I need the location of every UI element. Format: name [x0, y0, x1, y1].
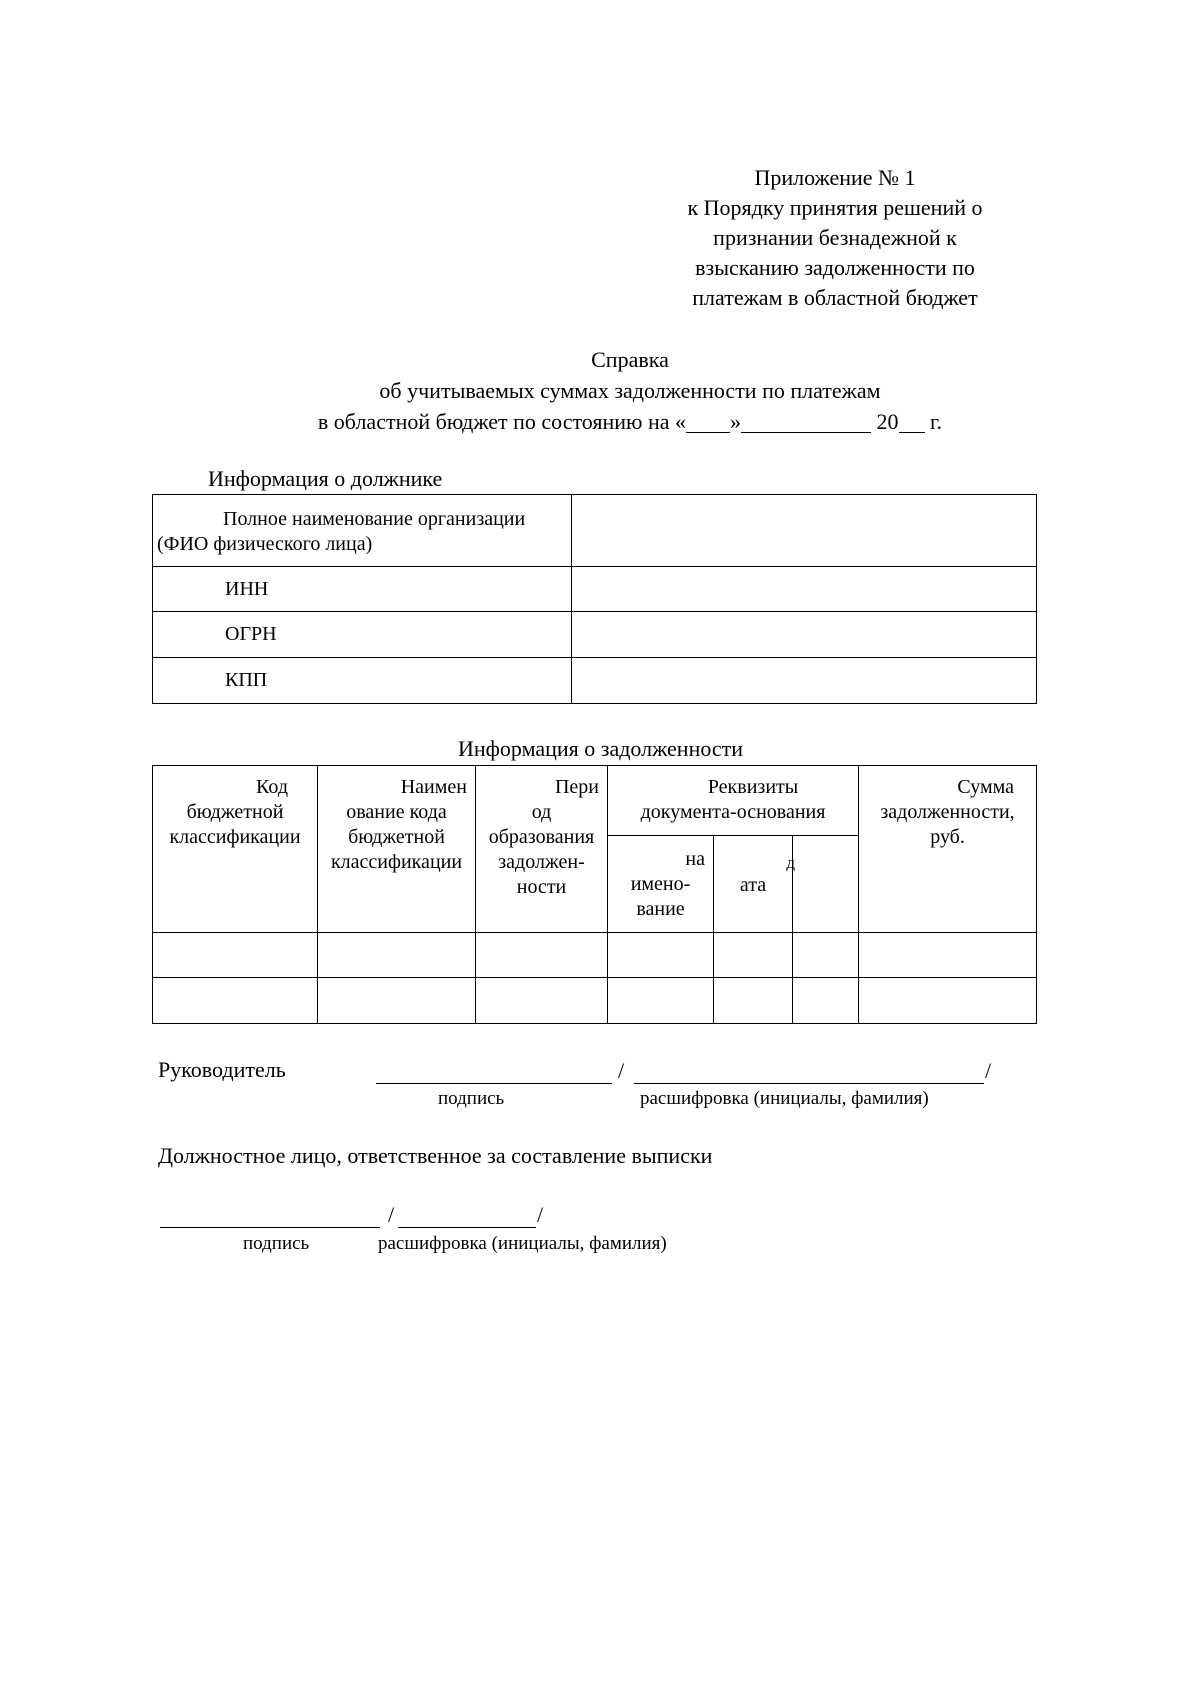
- header-text: на: [685, 848, 705, 870]
- header-text: Наимен: [400, 776, 467, 798]
- header-amount: [859, 766, 1037, 933]
- header-text: од: [531, 801, 552, 823]
- debt-cell[interactable]: [608, 978, 714, 1024]
- slash-separator: /: [537, 1202, 544, 1227]
- slash-separator: /: [985, 1058, 992, 1083]
- debt-cell[interactable]: [608, 933, 714, 978]
- head-label: Руководитель: [158, 1057, 286, 1082]
- header-text: классификации: [169, 826, 301, 848]
- table-row: [153, 495, 1037, 567]
- month-blank[interactable]: [741, 410, 871, 433]
- title-date-year: 20: [871, 409, 899, 434]
- debt-cell[interactable]: [476, 933, 608, 978]
- debt-cell[interactable]: [153, 933, 318, 978]
- header-text: Пери: [554, 776, 599, 798]
- header-period: [476, 766, 608, 933]
- debt-cell[interactable]: [859, 933, 1037, 978]
- table-row: [153, 658, 1037, 704]
- debtor-label: Полное наименование организации: [223, 508, 526, 530]
- debtor-table: [152, 494, 1037, 704]
- table-row: [153, 567, 1037, 612]
- official-decode-caption: расшифровка (инициалы, фамилия): [378, 1233, 667, 1254]
- head-decode-caption: расшифровка (инициалы, фамилия): [640, 1088, 929, 1109]
- appendix-line: взысканию задолженности по: [695, 255, 975, 280]
- head-decode-line[interactable]: [634, 1083, 984, 1084]
- header-doc-date: [714, 836, 793, 933]
- header-text: имено-: [630, 873, 691, 895]
- debt-table: [152, 765, 1037, 1024]
- table-row: [153, 978, 1037, 1024]
- debtor-value-cell[interactable]: [572, 612, 1037, 658]
- header-text: классификации: [330, 851, 463, 873]
- header-text: вание: [636, 898, 685, 920]
- table-header-row: [153, 766, 1037, 836]
- header-text: Код: [256, 776, 288, 798]
- appendix-header: [640, 163, 1030, 313]
- header-kbk: [153, 766, 318, 933]
- title-date-prefix: в областной бюджет по состоянию на «: [317, 409, 687, 434]
- title-line: об учитываемых суммах задолженности по платежам: [379, 378, 881, 403]
- debt-cell[interactable]: [793, 978, 859, 1024]
- year-blank[interactable]: [899, 410, 925, 433]
- header-text: руб.: [930, 826, 965, 848]
- official-decode-line[interactable]: [398, 1227, 536, 1228]
- official-label: Должностное лицо, ответственное за составление выписки: [158, 1143, 713, 1168]
- header-text: задолжен-: [498, 851, 585, 873]
- appendix-line: к Порядку принятия решений о: [687, 195, 983, 220]
- debtor-value-cell[interactable]: [572, 567, 1037, 612]
- debt-cell[interactable]: [318, 978, 476, 1024]
- official-signature-caption: подпись: [243, 1233, 310, 1254]
- day-blank[interactable]: [686, 410, 730, 433]
- debtor-label: (ФИО физического лица): [157, 533, 373, 555]
- header-text: д: [786, 853, 795, 872]
- title-line: Справка: [591, 347, 669, 372]
- debt-cell[interactable]: [714, 933, 793, 978]
- header-text: задолженности,: [880, 801, 1015, 823]
- header-text: документа-основания: [640, 801, 826, 823]
- debtor-label-cell: [153, 658, 572, 704]
- header-text: Сумма: [957, 776, 1015, 798]
- document-title: [200, 344, 1060, 437]
- debt-cell[interactable]: [859, 978, 1037, 1024]
- header-doc: [608, 766, 859, 836]
- header-text: ности: [516, 876, 567, 898]
- debt-cell[interactable]: [714, 978, 793, 1024]
- table-row: [153, 612, 1037, 658]
- debtor-label-cell: [153, 612, 572, 658]
- head-signature-line[interactable]: [376, 1083, 612, 1084]
- appendix-line: Приложение № 1: [754, 165, 916, 190]
- header-text: Реквизиты: [707, 776, 799, 798]
- table-row: [153, 933, 1037, 978]
- header-text: ата: [739, 874, 767, 896]
- debt-cell[interactable]: [318, 933, 476, 978]
- header-kbk-name: [318, 766, 476, 933]
- slash-separator: /: [388, 1202, 395, 1227]
- debtor-label: ОГРН: [225, 623, 277, 645]
- debtor-value-cell[interactable]: [572, 495, 1037, 567]
- debtor-label: ИНН: [225, 577, 269, 600]
- debtor-value-cell[interactable]: [572, 658, 1037, 704]
- debtor-label-cell: [153, 495, 572, 567]
- title-date-line: [200, 406, 1060, 437]
- debt-cell[interactable]: [476, 978, 608, 1024]
- head-signature-caption: подпись: [438, 1088, 505, 1109]
- header-text: образования: [488, 826, 595, 848]
- debtor-label-cell: [153, 567, 572, 612]
- debt-cell[interactable]: [153, 978, 318, 1024]
- header-text: бюджетной: [348, 826, 445, 848]
- debt-heading: Информация о задолженности: [458, 736, 744, 761]
- header-doc-name: [608, 836, 714, 933]
- header-doc-extra: [793, 836, 859, 933]
- title-date-mid: »: [730, 409, 742, 434]
- appendix-line: платежам в областной бюджет: [692, 285, 978, 310]
- header-text: ование кода: [346, 801, 447, 823]
- slash-separator: /: [618, 1058, 625, 1083]
- official-signature-line[interactable]: [160, 1227, 380, 1228]
- appendix-line: признании безнадежной к: [713, 225, 957, 250]
- title-date-suffix: г.: [924, 409, 943, 434]
- debtor-heading: Информация о должнике: [208, 466, 443, 491]
- header-text: бюджетной: [186, 801, 284, 823]
- debtor-label: КПП: [225, 669, 268, 691]
- debt-cell[interactable]: [793, 933, 859, 978]
